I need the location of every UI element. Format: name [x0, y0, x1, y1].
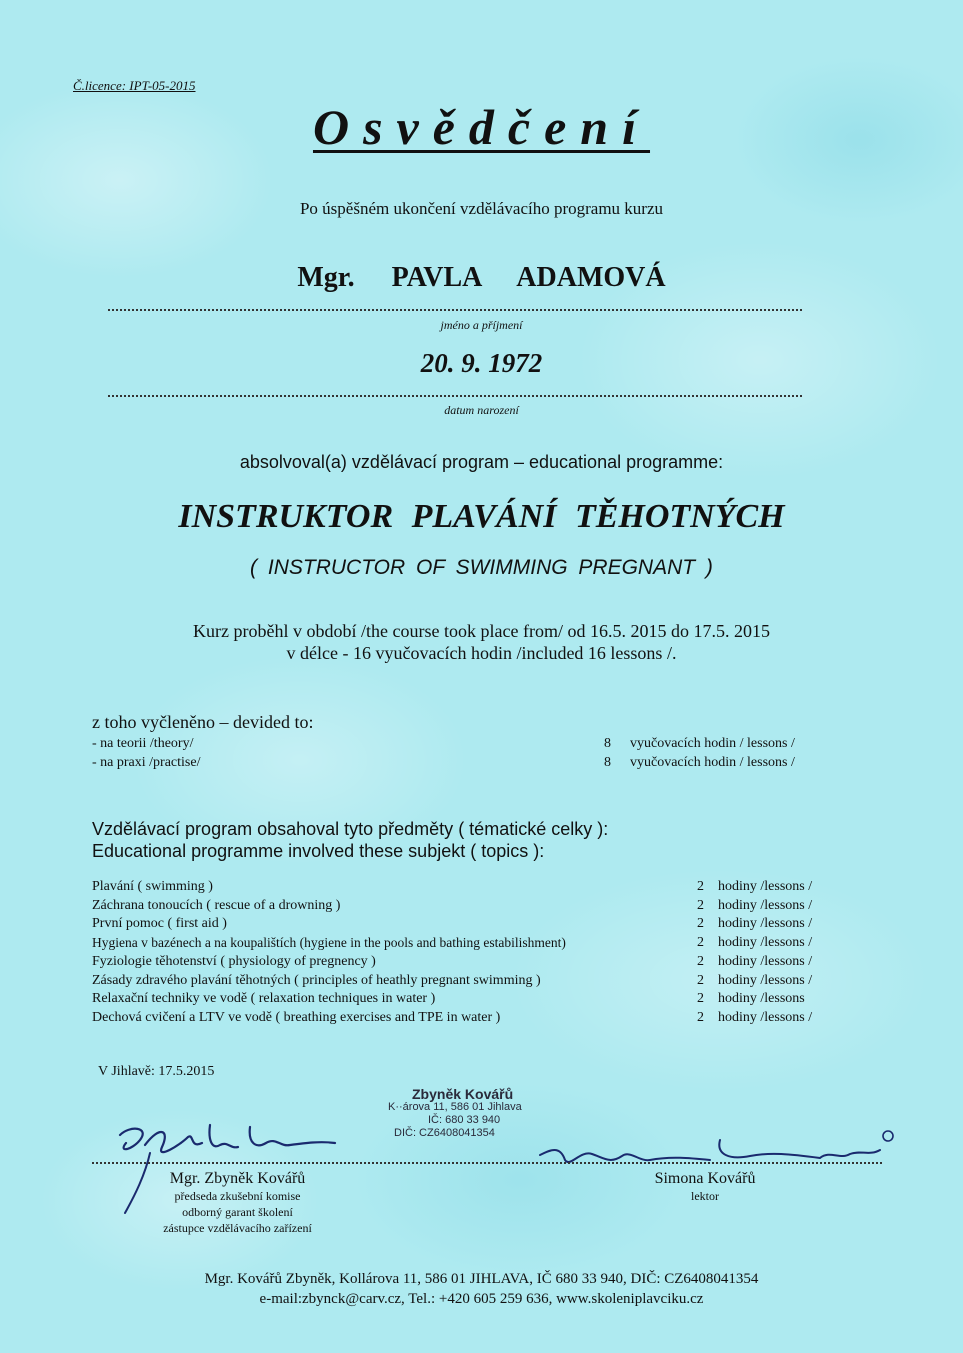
certificate-title-text: Osvědčení — [312, 99, 651, 155]
split-row-label: - na praxi /practise/ — [92, 755, 201, 770]
intro-text: Po úspěšném ukončení vzdělávacího programu kurzu — [299, 199, 664, 218]
topic-unit: hodiny /lessons / — [718, 935, 813, 950]
split-row-unit: vyučovacích hodin / lessons / — [630, 755, 795, 770]
signer-left-role-3: zástupce vzdělávacího zařízení — [163, 1221, 312, 1235]
signer-right — [620, 1170, 790, 1204]
topic-unit: hodiny /lessons / — [718, 916, 813, 931]
topic-name: Dechová cvičení a LTV ve vodě ( breathing exercises and TPE in water ) — [92, 1010, 501, 1025]
topic-name: Plavání ( swimming ) — [92, 879, 213, 894]
signer-left-role-2: odborný garant školení — [182, 1205, 293, 1219]
topic-name: Fyziologie těhotenství ( physiology of pregnency ) — [92, 954, 376, 969]
signer-right-name: Simona Kovářů — [654, 1170, 756, 1187]
footer-contact — [0, 1269, 963, 1309]
licence-number: Č.licence: IPT-05-2015 — [73, 78, 196, 93]
split-row-unit: vyučovacích hodin / lessons / — [630, 736, 795, 751]
signer-left-name: Mgr. Zbyněk Kovářů — [169, 1170, 306, 1187]
topic-unit: hodiny /lessons / — [718, 1010, 813, 1025]
topics-heading-en: Educational programme involved these subjekt ( topics ): — [92, 841, 545, 861]
signer-right-role: lektor — [691, 1189, 719, 1203]
course-period — [0, 620, 963, 664]
topic-unit: hodiny /lessons / — [718, 973, 813, 988]
topic-unit: hodiny /lessons / — [718, 954, 813, 969]
topic-name: Záchrana tonoucích ( rescue of a drowning ) — [92, 898, 341, 913]
holder-name: Mgr. PAVLA ADAMOVÁ — [297, 262, 666, 293]
topic-name: Zásady zdravého plavání těhotných ( principles of heathly pregnant swimming ) — [92, 973, 541, 988]
split-heading: z toho vyčleněno – devided to: — [92, 712, 314, 732]
date-of-birth: 20. 9. 1972 — [420, 348, 543, 378]
split-row-label: - na teorii /theory/ — [92, 736, 194, 751]
stamp-name: Zbyněk Kovářů — [412, 1086, 514, 1102]
signature-dotted-line — [92, 1162, 882, 1164]
course-title-english: ( INSTRUCTOR OF SWIMMING PREGNANT ) — [250, 556, 713, 579]
topic-count: 2 — [697, 916, 704, 931]
footer-line-1: Mgr. Kovářů Zbyněk, Kollárova 11, 586 01 JIHLAVA, IČ 680 33 940, DIČ: CZ6408041354 — [204, 1271, 759, 1287]
absolved-text: absolvoval(a) vzdělávací program – educational programme: — [239, 452, 724, 472]
split-row-count: 8 — [604, 736, 611, 751]
course-title: INSTRUKTOR PLAVÁNÍ TĚHOTNÝCH — [178, 498, 785, 535]
topic-name: Relaxační techniky ve vodě ( relaxation techniques in water ) — [92, 991, 436, 1006]
topic-count: 2 — [697, 935, 704, 950]
stamp-ic: IČ: 680 33 940 — [428, 1114, 501, 1126]
topics-heading-cz: Vzdělávací program obsahoval tyto předměty ( tématické celky ): — [92, 819, 609, 839]
topic-name: Hygiena v bazénech a na koupalištích (hygiene in the pools and bathing estabilishment) — [92, 935, 566, 950]
dob-caption: datum narození — [444, 403, 519, 417]
topic-unit: hodiny /lessons — [718, 991, 805, 1006]
topic-unit: hodiny /lessons / — [718, 898, 813, 913]
signer-left-role-1: předseda zkušební komise — [174, 1189, 301, 1203]
signer-left — [140, 1170, 335, 1236]
footer-line-2: e-mail:zbynck@carv.cz, Tel.: +420 605 259 636, www.skoleniplavciku.cz — [259, 1291, 704, 1307]
topic-count: 2 — [697, 991, 704, 1006]
topic-unit: hodiny /lessons / — [718, 879, 813, 894]
place-and-date: V Jihlavě: 17.5.2015 — [98, 1064, 215, 1079]
name-caption: jméno a příjmení — [440, 318, 523, 332]
dob-dotted-line — [108, 395, 802, 397]
period-line-2: v délce - 16 vyučovacích hodin /included 16 lessons /. — [286, 643, 677, 663]
split-row-count: 8 — [604, 755, 611, 770]
topic-count: 2 — [697, 973, 704, 988]
topic-count: 2 — [697, 879, 704, 894]
topics-heading — [92, 818, 608, 862]
period-line-1: Kurz proběhl v období /the course took place from/ od 16.5. 2015 do 17.5. 2015 — [193, 621, 770, 641]
stamp-dic: DIČ: CZ6408041354 — [394, 1127, 495, 1139]
topic-count: 2 — [697, 898, 704, 913]
topic-count: 2 — [697, 1010, 704, 1025]
topic-count: 2 — [697, 954, 704, 969]
topic-name: První pomoc ( first aid ) — [92, 916, 227, 931]
certificate-title — [0, 98, 963, 156]
name-dotted-line — [108, 309, 802, 311]
stamp-address: K··árova 11, 586 01 Jihlava — [388, 1101, 522, 1113]
